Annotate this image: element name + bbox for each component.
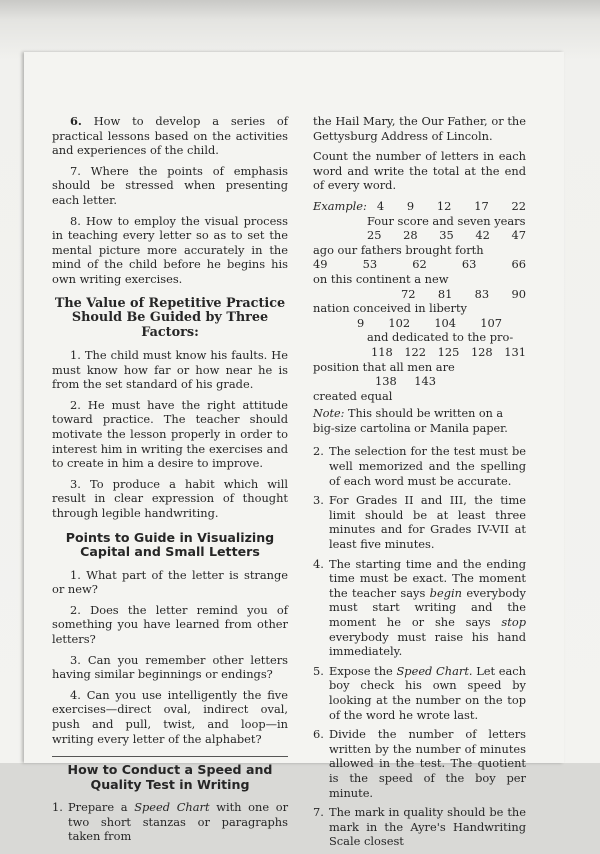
- section-divider: [52, 756, 288, 757]
- example-words: nation conceived in liberty: [313, 301, 467, 316]
- guide-item-2: 2. Does the letter remind you of something you have learned from other letters?: [52, 602, 288, 646]
- note: Note: This should be written on a big-size cartolina or Manila paper.: [313, 407, 508, 435]
- example-numbers: 49 53 62 63 66: [313, 257, 526, 272]
- example-words: on this continent a new: [313, 271, 449, 286]
- guide-item-4: 4. Can you use intelligently the five exercises—direct oval, indirect oval, push and pull, twist, and loop—in writing every letter of the alphabet?: [52, 687, 288, 746]
- guide-item-3: 3. Can you remember other letters having similar beginnings or endings?: [52, 652, 288, 682]
- test-item-4: 4. The starting time and the ending time must be exact. The moment the teacher says begin everybody must start writing and the moment he or she says stop everybody must raise his hand immediately.: [313, 556, 526, 659]
- count-instruction: Count the number of letters in each word and write the total at the end of every word.: [313, 149, 526, 193]
- test-item-6: 6. Divide the number of letters written by the number of minutes allowed in the test. The quotient is the speed of the boy per minute.: [313, 727, 526, 800]
- example-words: ago our fathers brought forth: [313, 242, 484, 257]
- right-column: [313, 114, 526, 854]
- left-item-8: 8. How to employ the visual process in teaching every letter so as to set the mental picture more accurately in the mind of the child before he begins his own writing exercises.: [52, 213, 288, 286]
- section-title-speed-quality-test: How to Conduct a Speed and Quality Test in Writing: [67, 762, 273, 792]
- example-numbers: 138 143: [375, 374, 436, 389]
- test-item-5: 5. Expose the Speed Chart. Let each boy check his own speed by looking at the number on the top of the word he wrote last.: [313, 663, 526, 722]
- continued-text: the Hail Mary, the Our Father, or the Gettysburg Address of Lincoln.: [313, 114, 526, 143]
- factor-item-2: 2. He must have the right attitude toward practice. The teacher should motivate the lesson properly in order to interest him in writing the exercises and to create in him a desire to improve.: [52, 397, 289, 471]
- section-title-repetitive-practice: The Value of Repetitive Practice Should Be Guided by Three Factors:: [54, 295, 286, 340]
- left-column: [52, 114, 288, 849]
- test-item-3: 3. For Grades II and III, the time limit should be at least three minutes and for Grades IV-VII at least five minutes.: [313, 493, 526, 552]
- example-label: Example:: [313, 198, 367, 213]
- example-numbers: 25 28 35 42 47: [367, 228, 526, 243]
- test-item-2: 2. The selection for the test must be well memorized and the spelling of each word must be accurate.: [313, 444, 526, 488]
- example-words: created equal: [313, 388, 393, 403]
- test-item-7: 7. The mark in quality should be the mark in the Ayre's Handwriting Scale closest: [313, 805, 526, 849]
- example-words: and dedicated to the pro-: [367, 330, 514, 345]
- section-title-visualizing-letters: Points to Guide in Visualizing Capital and Small Letters: [65, 529, 275, 560]
- example-words: Four score and seven years: [367, 213, 526, 228]
- speed-test-item-1: 1. Prepare a Speed Chart with one or two short stanzas or paragraphs taken from: [52, 800, 289, 844]
- guide-item-1: 1. What part of the letter is strange or new?: [52, 567, 289, 597]
- example-numbers: 9 102 104 107: [357, 315, 502, 330]
- example-row: Example: 4 9 12 17 22: [313, 198, 526, 213]
- left-item-6: 6. How to develop a series of practical lessons based on the activities and experiences of the child.: [52, 114, 288, 158]
- example-numbers: 72 81 83 90: [401, 286, 526, 301]
- example-words: position that all men are: [313, 359, 455, 374]
- left-item-7: 7. Where the points of emphasis should be stressed when presenting each letter.: [52, 163, 288, 207]
- example-numbers: 118 122 125 128 131: [371, 344, 526, 359]
- factor-item-1: 1. The child must know his faults. He must know how far or how near he is from the set standard of his grade.: [52, 348, 288, 392]
- factor-item-3: 3. To produce a habit which will result in clear expression of thought through legible handwriting.: [52, 476, 288, 520]
- example-block: [313, 199, 526, 403]
